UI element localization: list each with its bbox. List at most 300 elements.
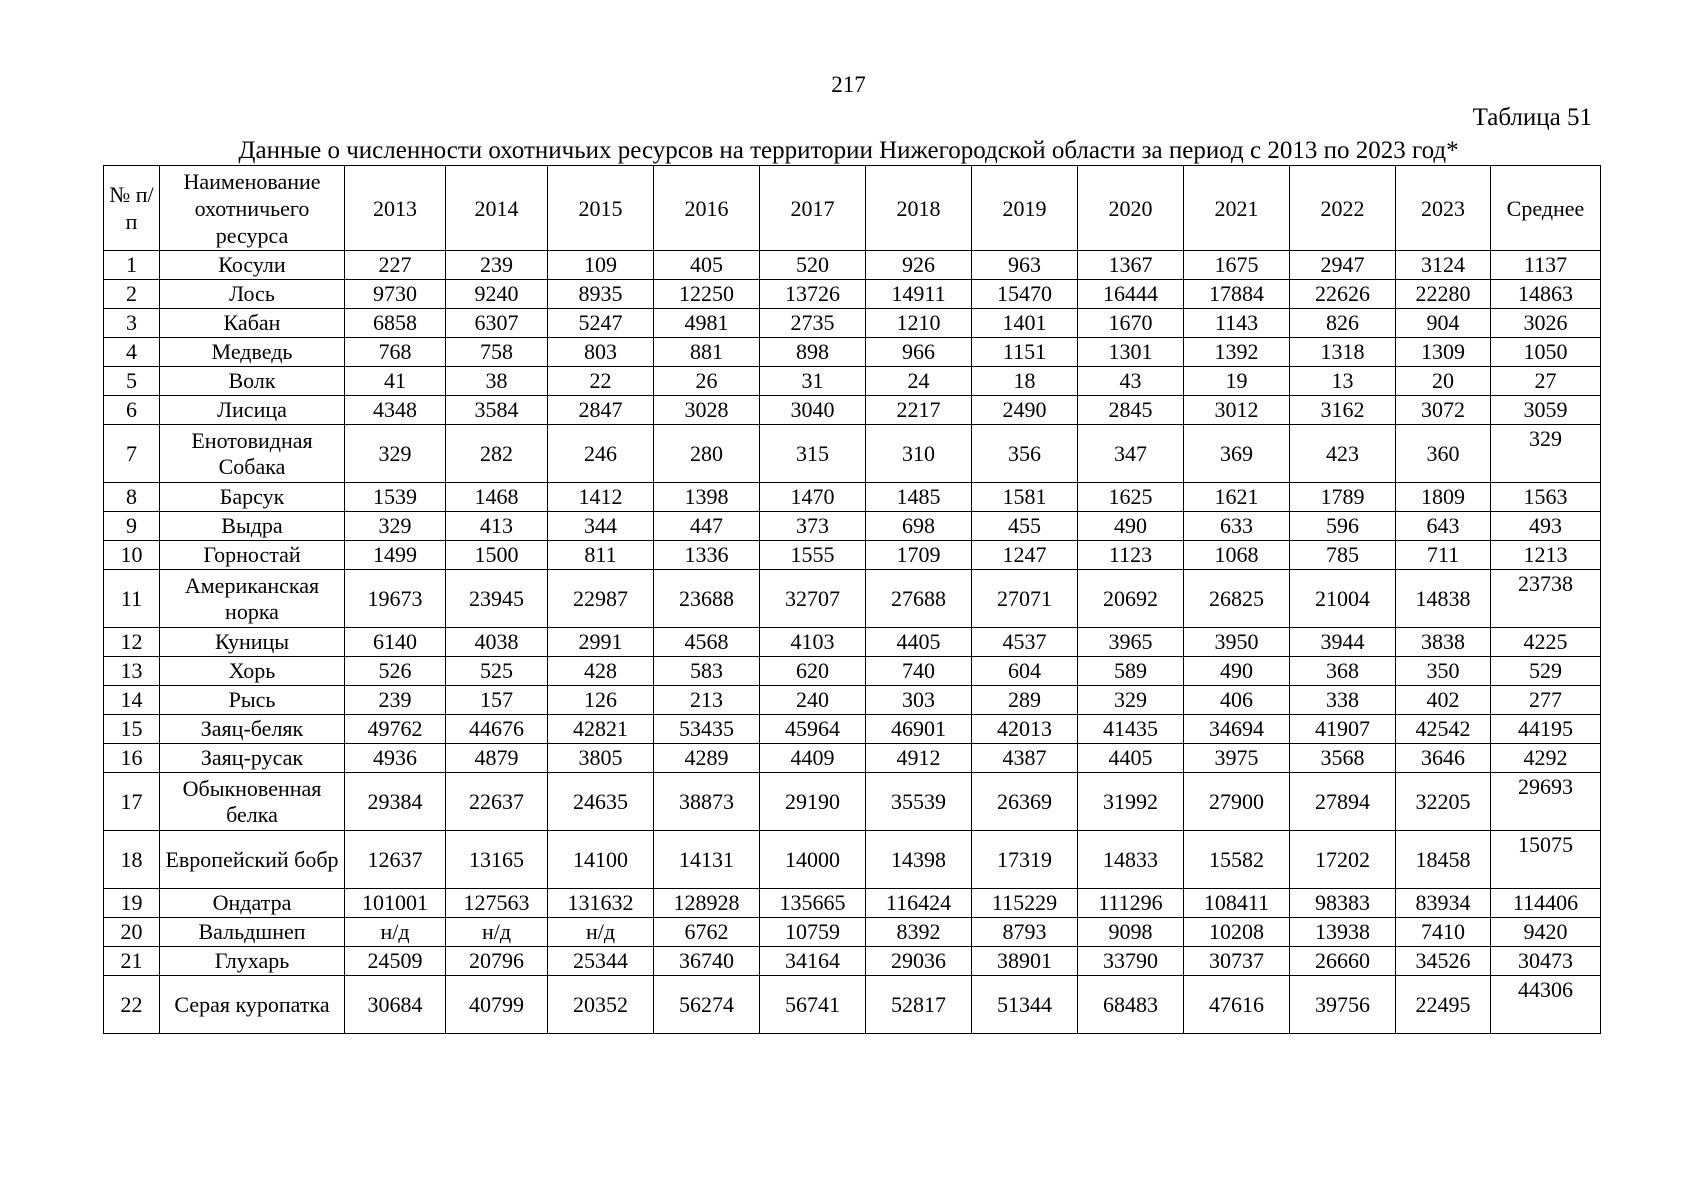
table-cell-value: 32707 xyxy=(760,570,866,628)
table-cell-average: 493 xyxy=(1491,512,1601,541)
table-cell-value: 20352 xyxy=(548,976,654,1034)
header-number: № п/п xyxy=(104,166,160,251)
table-cell-average: 3026 xyxy=(1491,309,1601,338)
table-cell-value: 1336 xyxy=(654,541,760,570)
header-year: 2021 xyxy=(1184,166,1290,251)
table-cell-value: 1401 xyxy=(972,309,1078,338)
table-cell-value: 1809 xyxy=(1396,483,1491,512)
table-cell-value: 423 xyxy=(1290,425,1396,483)
table-cell-value: 26660 xyxy=(1290,947,1396,976)
table-cell-value: 68483 xyxy=(1078,976,1184,1034)
table-cell-value: 620 xyxy=(760,657,866,686)
table-cell-value: 1789 xyxy=(1290,483,1396,512)
table-cell-value: 526 xyxy=(345,657,446,686)
table-cell-value: 4981 xyxy=(654,309,760,338)
table-cell-value: 22626 xyxy=(1290,280,1396,309)
table-cell-value: 881 xyxy=(654,338,760,367)
table-cell-value: 369 xyxy=(1184,425,1290,483)
table-cell-average: 44306 xyxy=(1491,976,1601,1034)
table-cell-value: 22637 xyxy=(446,773,548,831)
table-header-row xyxy=(104,166,1601,251)
table-cell-value: 3975 xyxy=(1184,744,1290,773)
table-cell-resource: Хорь xyxy=(160,657,345,686)
header-year: 2014 xyxy=(446,166,548,251)
table-cell-value: 6762 xyxy=(654,918,760,947)
table-cell-value: 19673 xyxy=(345,570,446,628)
table-cell-value: 373 xyxy=(760,512,866,541)
table-cell-value: 4912 xyxy=(866,744,972,773)
table-cell-value: 29190 xyxy=(760,773,866,831)
table-cell-value: 2991 xyxy=(548,628,654,657)
table-cell-value: 31992 xyxy=(1078,773,1184,831)
table-cell-value: 24635 xyxy=(548,773,654,831)
table-cell-value: 329 xyxy=(1078,686,1184,715)
table-cell-value: 1318 xyxy=(1290,338,1396,367)
table-cell-value: н/д xyxy=(548,918,654,947)
table-cell-value: 17202 xyxy=(1290,831,1396,889)
table-cell-value: 1625 xyxy=(1078,483,1184,512)
table-cell-value: 310 xyxy=(866,425,972,483)
table-cell-value: 1621 xyxy=(1184,483,1290,512)
table-cell-value: 15470 xyxy=(972,280,1078,309)
header-year: 2023 xyxy=(1396,166,1491,251)
table-cell-value: 116424 xyxy=(866,889,972,918)
table-cell-value: 596 xyxy=(1290,512,1396,541)
table-cell-value: 4103 xyxy=(760,628,866,657)
table-row xyxy=(104,715,1601,744)
table-cell-value: 26 xyxy=(654,367,760,396)
table-cell-number: 21 xyxy=(104,947,160,976)
table-cell-number: 17 xyxy=(104,773,160,831)
table-cell-resource: Енотовидная Собака xyxy=(160,425,345,483)
table-cell-value: 128928 xyxy=(654,889,760,918)
table-cell-value: 47616 xyxy=(1184,976,1290,1034)
table-row xyxy=(104,686,1601,715)
table-cell-value: 239 xyxy=(345,686,446,715)
table-row xyxy=(104,338,1601,367)
table-cell-value: 34164 xyxy=(760,947,866,976)
table-cell-value: 27894 xyxy=(1290,773,1396,831)
header-average: Среднее xyxy=(1491,166,1601,251)
header-year: 2019 xyxy=(972,166,1078,251)
table-cell-value: 490 xyxy=(1078,512,1184,541)
table-cell-value: 1499 xyxy=(345,541,446,570)
table-cell-value: 14100 xyxy=(548,831,654,889)
table-cell-value: н/д xyxy=(446,918,548,947)
table-cell-value: 38901 xyxy=(972,947,1078,976)
table-cell-value: 413 xyxy=(446,512,548,541)
table-cell-value: 289 xyxy=(972,686,1078,715)
table-cell-value: 347 xyxy=(1078,425,1184,483)
table-cell-value: 52817 xyxy=(866,976,972,1034)
table-cell-value: 9730 xyxy=(345,280,446,309)
table-cell-value: 42821 xyxy=(548,715,654,744)
table-cell-value: 583 xyxy=(654,657,760,686)
table-cell-number: 9 xyxy=(104,512,160,541)
table-row xyxy=(104,396,1601,425)
table-cell-value: 3838 xyxy=(1396,628,1491,657)
table-row xyxy=(104,831,1601,889)
table-cell-value: 34694 xyxy=(1184,715,1290,744)
table-body xyxy=(104,251,1601,1034)
table-cell-average: 30473 xyxy=(1491,947,1601,976)
table-row xyxy=(104,889,1601,918)
table-row xyxy=(104,309,1601,338)
table-cell-value: 3646 xyxy=(1396,744,1491,773)
table-row xyxy=(104,947,1601,976)
table-row xyxy=(104,483,1601,512)
table-cell-value: 27688 xyxy=(866,570,972,628)
table-cell-value: 16444 xyxy=(1078,280,1184,309)
table-cell-value: 344 xyxy=(548,512,654,541)
table-cell-value: 14833 xyxy=(1078,831,1184,889)
table-cell-number: 2 xyxy=(104,280,160,309)
table-row xyxy=(104,425,1601,483)
table-cell-value: 40799 xyxy=(446,976,548,1034)
table-cell-value: 1468 xyxy=(446,483,548,512)
table-cell-value: 1581 xyxy=(972,483,1078,512)
header-year: 2013 xyxy=(345,166,446,251)
table-cell-value: 758 xyxy=(446,338,548,367)
table-cell-number: 5 xyxy=(104,367,160,396)
table-cell-value: 29036 xyxy=(866,947,972,976)
table-cell-value: 1123 xyxy=(1078,541,1184,570)
table-cell-value: 904 xyxy=(1396,309,1491,338)
table-cell-average: 4292 xyxy=(1491,744,1601,773)
header-year: 2018 xyxy=(866,166,972,251)
table-cell-number: 22 xyxy=(104,976,160,1034)
table-cell-value: 6307 xyxy=(446,309,548,338)
table-cell-value: 2845 xyxy=(1078,396,1184,425)
table-cell-value: 589 xyxy=(1078,657,1184,686)
table-cell-value: 44676 xyxy=(446,715,548,744)
table-cell-value: 46901 xyxy=(866,715,972,744)
table-cell-value: 966 xyxy=(866,338,972,367)
table-row xyxy=(104,744,1601,773)
page-number: 217 xyxy=(831,72,866,97)
table-cell-value: 38873 xyxy=(654,773,760,831)
table-cell-value: 17884 xyxy=(1184,280,1290,309)
table-cell-value: 428 xyxy=(548,657,654,686)
table-cell-value: 350 xyxy=(1396,657,1491,686)
table-cell-value: 633 xyxy=(1184,512,1290,541)
table-cell-value: 22987 xyxy=(548,570,654,628)
table-cell-value: 1670 xyxy=(1078,309,1184,338)
table-cell-value: 20692 xyxy=(1078,570,1184,628)
table-cell-value: 22495 xyxy=(1396,976,1491,1034)
table-row xyxy=(104,512,1601,541)
table-cell-value: 926 xyxy=(866,251,972,280)
table-cell-value: 53435 xyxy=(654,715,760,744)
table-cell-value: 4879 xyxy=(446,744,548,773)
table-cell-value: 83934 xyxy=(1396,889,1491,918)
table-cell-value: 42013 xyxy=(972,715,1078,744)
table-cell-value: 49762 xyxy=(345,715,446,744)
table-cell-average: 9420 xyxy=(1491,918,1601,947)
table-cell-value: 39756 xyxy=(1290,976,1396,1034)
table-cell-resource: Рысь xyxy=(160,686,345,715)
table-cell-number: 11 xyxy=(104,570,160,628)
table-cell-value: 131632 xyxy=(548,889,654,918)
table-cell-resource: Лисица xyxy=(160,396,345,425)
table-cell-value: 1709 xyxy=(866,541,972,570)
table-cell-number: 15 xyxy=(104,715,160,744)
table-cell-value: 2217 xyxy=(866,396,972,425)
table-cell-value: 17319 xyxy=(972,831,1078,889)
table-cell-value: 8935 xyxy=(548,280,654,309)
table-cell-value: 3012 xyxy=(1184,396,1290,425)
table-row xyxy=(104,657,1601,686)
header-year: 2015 xyxy=(548,166,654,251)
table-row xyxy=(104,628,1601,657)
table-cell-value: 447 xyxy=(654,512,760,541)
table-cell-value: 1309 xyxy=(1396,338,1491,367)
table-cell-resource: Косули xyxy=(160,251,345,280)
table-cell-average: 1050 xyxy=(1491,338,1601,367)
table-cell-number: 20 xyxy=(104,918,160,947)
table-cell-average: 1137 xyxy=(1491,251,1601,280)
table-row xyxy=(104,367,1601,396)
table-cell-average: 3059 xyxy=(1491,396,1601,425)
table-cell-resource: Американская норка xyxy=(160,570,345,628)
table-cell-value: 329 xyxy=(345,512,446,541)
table-cell-value: 3584 xyxy=(446,396,548,425)
table-cell-value: 3568 xyxy=(1290,744,1396,773)
table-cell-resource: Барсук xyxy=(160,483,345,512)
table-cell-value: 803 xyxy=(548,338,654,367)
table-cell-average: 23738 xyxy=(1491,570,1601,628)
table-cell-value: 768 xyxy=(345,338,446,367)
table-cell-value: 315 xyxy=(760,425,866,483)
table-cell-resource: Лось xyxy=(160,280,345,309)
table-cell-value: 604 xyxy=(972,657,1078,686)
table-cell-number: 4 xyxy=(104,338,160,367)
table-cell-value: 33790 xyxy=(1078,947,1184,976)
table-cell-value: 2847 xyxy=(548,396,654,425)
table-cell-value: 227 xyxy=(345,251,446,280)
table-cell-average: 529 xyxy=(1491,657,1601,686)
table-cell-average: 29693 xyxy=(1491,773,1601,831)
table-cell-value: 15582 xyxy=(1184,831,1290,889)
table-cell-average: 114406 xyxy=(1491,889,1601,918)
table-cell-value: 3805 xyxy=(548,744,654,773)
table-cell-value: 1143 xyxy=(1184,309,1290,338)
table-cell-average: 14863 xyxy=(1491,280,1601,309)
table-cell-value: 25344 xyxy=(548,947,654,976)
table-cell-value: 13 xyxy=(1290,367,1396,396)
table-cell-value: 41435 xyxy=(1078,715,1184,744)
table-cell-resource: Глухарь xyxy=(160,947,345,976)
table-cell-value: 1555 xyxy=(760,541,866,570)
table-cell-number: 13 xyxy=(104,657,160,686)
table-cell-value: 4289 xyxy=(654,744,760,773)
table-cell-value: 402 xyxy=(1396,686,1491,715)
table-cell-value: 3028 xyxy=(654,396,760,425)
table-cell-resource: Кабан xyxy=(160,309,345,338)
table-cell-value: 1247 xyxy=(972,541,1078,570)
table-cell-value: 30737 xyxy=(1184,947,1290,976)
table-cell-average: 1213 xyxy=(1491,541,1601,570)
table-cell-value: 329 xyxy=(345,425,446,483)
table-cell-value: 1392 xyxy=(1184,338,1290,367)
table-cell-value: 406 xyxy=(1184,686,1290,715)
table-row xyxy=(104,918,1601,947)
header-year: 2017 xyxy=(760,166,866,251)
table-cell-value: 490 xyxy=(1184,657,1290,686)
table-cell-value: 1301 xyxy=(1078,338,1184,367)
table-cell-value: 1068 xyxy=(1184,541,1290,570)
table-cell-value: 303 xyxy=(866,686,972,715)
table-cell-value: 2490 xyxy=(972,396,1078,425)
table-cell-resource: Медведь xyxy=(160,338,345,367)
table-cell-value: 9240 xyxy=(446,280,548,309)
table-cell-value: 13726 xyxy=(760,280,866,309)
table-cell-value: 20796 xyxy=(446,947,548,976)
table-cell-value: 4387 xyxy=(972,744,1078,773)
table-cell-value: 643 xyxy=(1396,512,1491,541)
table-cell-value: 23688 xyxy=(654,570,760,628)
table-cell-value: 6140 xyxy=(345,628,446,657)
table-row xyxy=(104,280,1601,309)
table-cell-resource: Волк xyxy=(160,367,345,396)
table-cell-value: 2947 xyxy=(1290,251,1396,280)
table-cell-value: 10208 xyxy=(1184,918,1290,947)
table-cell-value: 30684 xyxy=(345,976,446,1034)
table-cell-value: 157 xyxy=(446,686,548,715)
table-cell-average: 27 xyxy=(1491,367,1601,396)
table-cell-value: 14838 xyxy=(1396,570,1491,628)
table-cell-average: 15075 xyxy=(1491,831,1601,889)
table-cell-value: 9098 xyxy=(1078,918,1184,947)
table-cell-value: н/д xyxy=(345,918,446,947)
table-row xyxy=(104,251,1601,280)
table-cell-value: 1367 xyxy=(1078,251,1184,280)
table-cell-value: 14911 xyxy=(866,280,972,309)
table-cell-value: 38 xyxy=(446,367,548,396)
table-cell-value: 27900 xyxy=(1184,773,1290,831)
table-cell-number: 1 xyxy=(104,251,160,280)
table-cell-value: 711 xyxy=(1396,541,1491,570)
table-cell-value: 8392 xyxy=(866,918,972,947)
table-cell-number: 10 xyxy=(104,541,160,570)
table-cell-value: 740 xyxy=(866,657,972,686)
table-cell-value: 14000 xyxy=(760,831,866,889)
table-cell-value: 135665 xyxy=(760,889,866,918)
table-cell-value: 14398 xyxy=(866,831,972,889)
table-cell-resource: Горностай xyxy=(160,541,345,570)
table-cell-average: 277 xyxy=(1491,686,1601,715)
table-row xyxy=(104,570,1601,628)
table-cell-value: 213 xyxy=(654,686,760,715)
table-cell-value: 20 xyxy=(1396,367,1491,396)
table-cell-value: 1398 xyxy=(654,483,760,512)
table-cell-value: 42542 xyxy=(1396,715,1491,744)
table-cell-value: 3965 xyxy=(1078,628,1184,657)
table-cell-value: 41 xyxy=(345,367,446,396)
table-cell-value: 811 xyxy=(548,541,654,570)
table-cell-value: 115229 xyxy=(972,889,1078,918)
table-cell-value: 109 xyxy=(548,251,654,280)
table-cell-value: 5247 xyxy=(548,309,654,338)
table-cell-number: 18 xyxy=(104,831,160,889)
table-cell-value: 1470 xyxy=(760,483,866,512)
table-cell-number: 14 xyxy=(104,686,160,715)
table-cell-value: 13938 xyxy=(1290,918,1396,947)
table-cell-value: 126 xyxy=(548,686,654,715)
table-label: Таблица 51 xyxy=(1472,104,1592,131)
table-cell-value: 13165 xyxy=(446,831,548,889)
table-cell-value: 12250 xyxy=(654,280,760,309)
table-cell-value: 520 xyxy=(760,251,866,280)
table-cell-value: 51344 xyxy=(972,976,1078,1034)
table-cell-value: 4409 xyxy=(760,744,866,773)
header-year: 2022 xyxy=(1290,166,1396,251)
table-cell-value: 3040 xyxy=(760,396,866,425)
table-cell-value: 3124 xyxy=(1396,251,1491,280)
table-cell-value: 35539 xyxy=(866,773,972,831)
table-cell-value: 31 xyxy=(760,367,866,396)
table-cell-resource: Обыкновенная белка xyxy=(160,773,345,831)
table-cell-value: 1210 xyxy=(866,309,972,338)
table-cell-value: 4405 xyxy=(866,628,972,657)
table-cell-value: 698 xyxy=(866,512,972,541)
data-table xyxy=(103,165,1601,1034)
table-cell-value: 4568 xyxy=(654,628,760,657)
table-cell-value: 240 xyxy=(760,686,866,715)
table-cell-value: 98383 xyxy=(1290,889,1396,918)
table-cell-resource: Вальдшнеп xyxy=(160,918,345,947)
table-cell-value: 56274 xyxy=(654,976,760,1034)
table-cell-value: 14131 xyxy=(654,831,760,889)
table-cell-number: 16 xyxy=(104,744,160,773)
table-cell-value: 19 xyxy=(1184,367,1290,396)
table-cell-resource: Выдра xyxy=(160,512,345,541)
table-cell-value: 8793 xyxy=(972,918,1078,947)
table-cell-resource: Куницы xyxy=(160,628,345,657)
table-cell-value: 455 xyxy=(972,512,1078,541)
table-row xyxy=(104,773,1601,831)
table-cell-number: 8 xyxy=(104,483,160,512)
header-resource-name: Наименование охотничьего ресурса xyxy=(160,166,345,251)
table-row xyxy=(104,541,1601,570)
table-cell-value: 22 xyxy=(548,367,654,396)
table-cell-value: 282 xyxy=(446,425,548,483)
table-cell-value: 1151 xyxy=(972,338,1078,367)
table-cell-value: 1485 xyxy=(866,483,972,512)
table-cell-value: 24509 xyxy=(345,947,446,976)
table-cell-value: 1412 xyxy=(548,483,654,512)
table-cell-value: 24 xyxy=(866,367,972,396)
table-cell-value: 36740 xyxy=(654,947,760,976)
table-cell-value: 1500 xyxy=(446,541,548,570)
table-cell-value: 32205 xyxy=(1396,773,1491,831)
table-cell-value: 26825 xyxy=(1184,570,1290,628)
table-cell-value: 26369 xyxy=(972,773,1078,831)
header-year: 2016 xyxy=(654,166,760,251)
table-cell-value: 2735 xyxy=(760,309,866,338)
table-cell-resource: Серая куропатка xyxy=(160,976,345,1034)
table-cell-value: 56741 xyxy=(760,976,866,1034)
table-cell-value: 785 xyxy=(1290,541,1396,570)
table-cell-average: 4225 xyxy=(1491,628,1601,657)
table-cell-number: 12 xyxy=(104,628,160,657)
table-cell-value: 29384 xyxy=(345,773,446,831)
table-cell-value: 4537 xyxy=(972,628,1078,657)
table-cell-value: 4348 xyxy=(345,396,446,425)
table-cell-number: 3 xyxy=(104,309,160,338)
table-cell-value: 27071 xyxy=(972,570,1078,628)
table-cell-value: 108411 xyxy=(1184,889,1290,918)
